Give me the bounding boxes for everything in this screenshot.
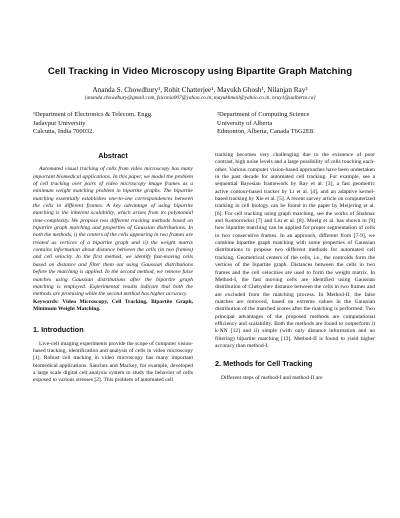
intro-continued-text: tracking becomes very challenging due to the existence of poor contrast, high noise levels and a large possibility of cells touching each-other. Various computer vision-based approaches have been undertaken in the past decade for automated cell tracking. For example, see a sequential Bayesian framework by Ray et al. [3], a fast geometric active contour-based tracker by Li et al. [4], and an adaptive kernel-based tracking by Xie et al. [5]. A recent survey article on computerized tracking in cell biology can be found in the paper by Meijering et al. [6]. For cell tracking using graph matching, see the works of Shahnaz and Komorowksi [7] and Liu et al. [8]. Moeig et al. has shown in [9] how bipartite matching can be applied for proper segmentation of cells in two consecutive frames. In an approach, different from [7-9], we combine bipartite graph matching with some properties of Gaussian distributions to propose two different methods for automated cell tracking. Geometrical centers of the cells, i.e., the centroids form the vertices of the bipartite graph. Distances between the cells in two frames and the cell velocities are used to form the weight matrix. In Method-I, the fast moving cells are identified using Gaussian distribution of Chebyshev distance between the cells in two frames and are excluded from the matching process. In Method-II, the false matches are removed, based on extreme values in the Gaussian distribution of the matched scores after the matching is performed. Two principal advantages of the proposed methods are computational efficiency and scalability. Both the methods are found to outperform i) k-NN [12] and ii) simple (with only distance information and no filtering) bipartite matching [13]. Method-II is found to yield higher accuracy than method-I. [215, 152, 375, 349]
abstract-heading: Abstract [98, 151, 128, 160]
right-column [215, 152, 375, 382]
affiliation-2 [217, 111, 367, 137]
left-column [33, 152, 193, 385]
affiliation-1-line-1: ¹Department of Electronics & Telecom. Engg. [33, 111, 153, 118]
section-1-heading: 1. Introduction [33, 325, 84, 335]
section-2-text: Different steps of method-I and method-II are [221, 374, 323, 381]
affiliation-2-line-3: Edmonton, Alberta, Canada T6G2E8. [217, 128, 315, 136]
affiliation-1-line-3: Calcutta, India 700032. [33, 128, 95, 136]
affiliation-1-line-2: Jadavpur University [33, 119, 86, 127]
affiliation-2-line-2: University of Alberta [217, 119, 273, 127]
paper-title: Cell Tracking in Video Microscopy using Bipartite Graph Matching [47, 66, 353, 77]
keywords: Keywords: Video Microscopy, Cell Tracking, Bipartite Graph, Minimum Weight Matching. [33, 298, 193, 312]
author-emails: {ananda.chowdhury@gmail.com, fsiconia007@yahoo.co.in, mayukhmail@yahoo.co.in, nray1@ualberta.ca} [84, 95, 316, 101]
section-2-heading: 2. Methods for Cell Tracking [215, 359, 313, 369]
section-1-text: Live-cell imaging experiments provide the scope of computer vision-based tracking, identification and analysis of cells in video microscopy [1]. Robust cell tracking in video microscopy has many important biomedical applications. Sanchez and Mackey, for example, developed a large scale digital cell analysis system to study the behavior of cells exposed to various stresses [2]. This problem of automated cell [33, 340, 193, 384]
affiliation-2-line-1: ²Department of Computing Science [217, 111, 310, 118]
affiliation-1 [33, 111, 183, 137]
author-list: Ananda S. Chowdhury¹, Rohit Chatterjee¹, Mayukh Ghosh¹, Nilanjan Ray² [92, 86, 308, 94]
affiliations [33, 111, 367, 137]
abstract-text: Automated visual tracking of cells from video microscopy has many important biomedical applications. In this paper, we model the problem of cell tracking over pairs of video microscopy image frames as a minimum weight matching problem in bipartite graphs. The bipartite matching essentially establishes one-to-one correspondences between the cells in different frames. A key advantage of using bipartite matching is the inherent scalability, which arises from its polynomial time-complexity. We propose two different tracking methods based on bipartite graph matching and properties of Gaussian distributions. In both the methods, i) the centers of the cells appearing in two frames are treated as vertices of a bipartite graph and ii) the weight matrix contains information about distance between the cells (in two frames) and cell velocity. In the first method, we identify fast-moving cells based on distance and filter them out using Gaussian distributions before the matching is applied. In the second method, we remove false matches using Gaussian distributions after the bipartite graph matching is employed. Experimental results indicate that both the methods are promising while the second method has higher accuracy. [33, 166, 193, 298]
